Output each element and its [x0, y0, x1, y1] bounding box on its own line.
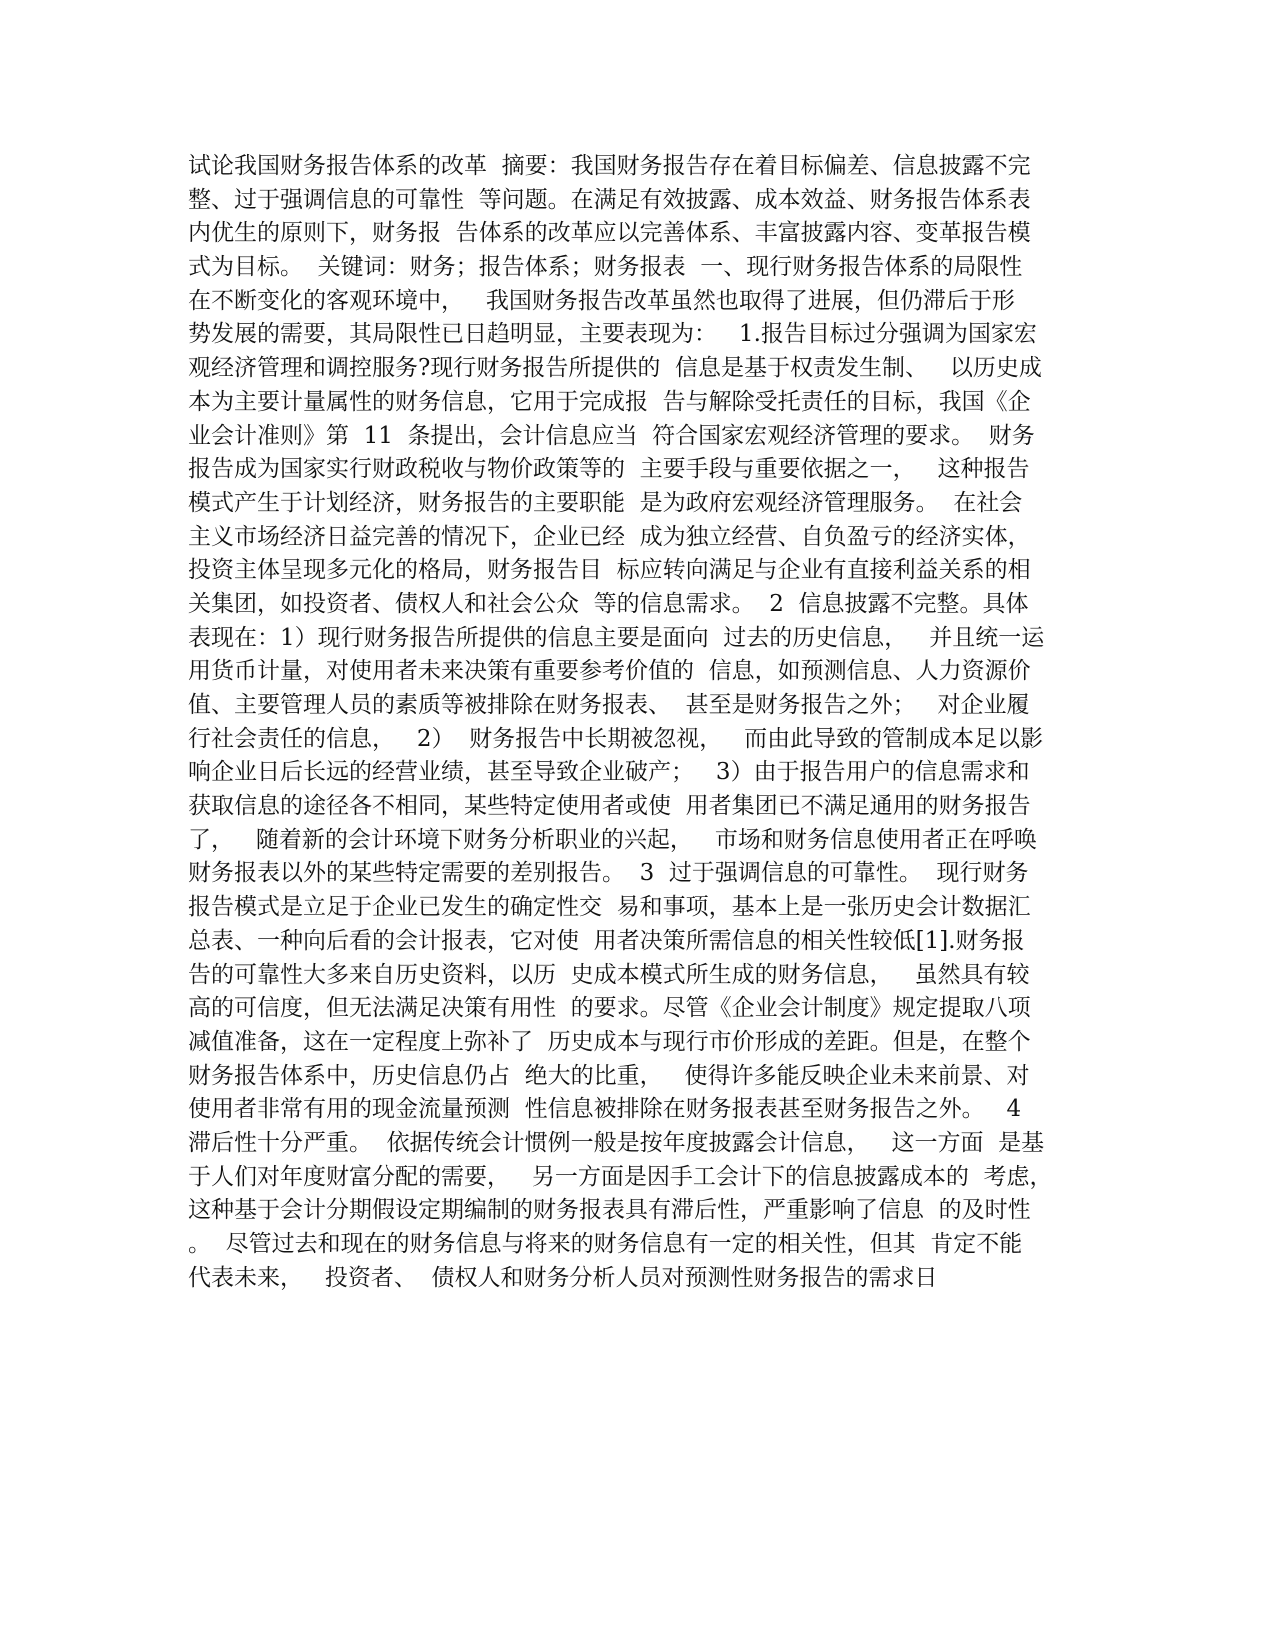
text-line: 整、过于强调信息的可靠性 等问题。在满足有效披露、成本效益、财务报告体系表	[188, 186, 1031, 213]
text-line: 报告成为国家实行财政税收与物价政策等的 主要手段与重要依据之一， 这种报告	[188, 456, 1030, 483]
text-line: 业会计准则》第 11 条提出，会计信息应当 符合国家宏观经济管理的要求。 财务	[188, 422, 1035, 449]
text-line: 内优生的原则下，财务报 告体系的改革应以完善体系、丰富披露内容、变革报告模	[188, 220, 1031, 247]
text-line: 于人们对年度财富分配的需要， 另一方面是因手工会计下的信息披露成本的 考虑，	[188, 1163, 1053, 1190]
text-line: 值、主要管理人员的素质等被排除在财务报表、 甚至是财务报告之外； 对企业履	[188, 692, 1030, 718]
text-line: 了， 随着新的会计环境下财务分析职业的兴起， 市场和财务信息使用者正在呼唤	[188, 826, 1037, 853]
text-line: 减值准备，这在一定程度上弥补了 历史成本与现行市价形成的差距。但是，在整个	[188, 1028, 1031, 1055]
text-line: 报告模式是立足于企业已发生的确定性交 易和事项，基本上是一张历史会计数据汇	[188, 894, 1031, 921]
text-line: 投资主体呈现多元化的格局，财务报告目 标应转向满足与企业有直接利益关系的相	[188, 557, 1031, 584]
text-line: 本为主要计量属性的财务信息，它用于完成报 告与解除受托责任的目标，我国《企	[188, 388, 1031, 415]
text-line: 这种基于会计分期假设定期编制的财务报表具有滞后性，严重影响了信息 的及时性	[188, 1197, 1031, 1224]
text-line: 试论我国财务报告体系的改革 摘要：我国财务报告存在着目标偏差、信息披露不完	[188, 153, 1031, 179]
text-line: 使用者非常有用的现金流量预测 性信息被排除在财务报表甚至财务报告之外。 4	[188, 1096, 1022, 1123]
text-line: 模式产生于计划经济，财务报告的主要职能 是为政府宏观经济管理服务。 在社会	[188, 489, 1023, 516]
text-line: 财务报表以外的某些特定需要的差别报告。 3 过于强调信息的可靠性。 现行财务	[188, 860, 1029, 887]
text-line: 高的可信度，但无法满足决策有用性 的要求。尽管《企业会计制度》规定提取八项	[188, 995, 1031, 1022]
text-line: 财务报告体系中，历史信息仍占 绝大的比重， 使得许多能反映企业未来前景、对	[188, 1062, 1030, 1089]
text-line: 观经济管理和调控服务?现行财务报告所提供的 信息是基于权责发生制、 以历史成	[188, 355, 1042, 382]
text-line: 主义市场经济日益完善的情况下，企业已经 成为独立经营、自负盈亏的经济实体，	[188, 523, 1031, 550]
text-line: 式为目标。 关键词：财务；报告体系；财务报表 一、现行财务报告体系的局限性	[188, 254, 1023, 281]
text-line: 。 尽管过去和现在的财务信息与将来的财务信息有一定的相关性，但其 肯定不能	[188, 1231, 1023, 1257]
body-text	[188, 150, 1088, 1295]
text-line: 响企业日后长远的经营业绩，甚至导致企业破产； 3）由于报告用户的信息需求和	[188, 759, 1030, 786]
text-line: 告的可靠性大多来自历史资料，以历 史成本模式所生成的财务信息， 虽然具有较	[188, 961, 1030, 988]
text-line: 行社会责任的信息， 2） 财务报告中长期被忽视， 而由此导致的管制成本足以影	[188, 725, 1044, 752]
text-line: 滞后性十分严重。 依据传统会计惯例一般是按年度披露会计信息， 这一方面 是基	[188, 1129, 1045, 1156]
text-line: 关集团，如投资者、债权人和社会公众 等的信息需求。 2 信息披露不完整。具体	[188, 590, 1029, 617]
text-line: 总表、一种向后看的会计报表，它对使 用者决策所需信息的相关性较低[1].财务报	[188, 927, 1025, 954]
text-line: 在不断变化的客观环境中， 我国财务报告改革虽然也取得了进展，但仍滞后于形	[188, 287, 1015, 314]
text-line: 获取信息的途径各不相同，某些特定使用者或使 用者集团已不满足通用的财务报告	[188, 793, 1031, 820]
text-line: 势发展的需要，其局限性已日趋明显，主要表现为： 1.报告目标过分强调为国家宏	[188, 321, 1037, 348]
text-line: 用货币计量，对使用者未来决策有重要参考价值的 信息，如预测信息、人力资源价	[188, 658, 1031, 685]
text-line: 表现在：1）现行财务报告所提供的信息主要是面向 过去的历史信息， 并且统一运	[188, 624, 1045, 651]
text-line: 代表未来， 投资者、 债权人和财务分析人员对预测性财务报告的需求日	[188, 1264, 938, 1291]
